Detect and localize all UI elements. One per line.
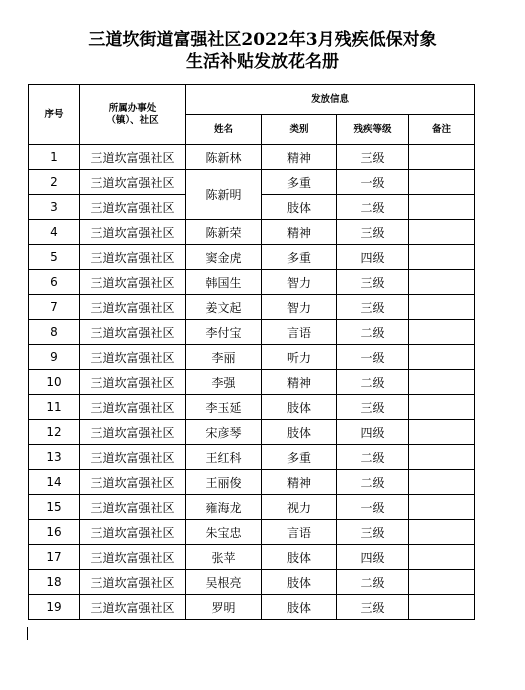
row-grade: 三级 [337, 520, 409, 545]
document-title-line1: 三道坎街道富强社区2022年3月残疾低保对象 [88, 30, 437, 50]
row-category: 多重 [262, 245, 337, 270]
row-grade: 三级 [337, 295, 409, 320]
row-grade: 三级 [337, 395, 409, 420]
row-category: 肢体 [262, 395, 337, 420]
row-index: 14 [29, 470, 80, 495]
row-name: 吴根亮 [186, 570, 262, 595]
row-grade: 二级 [337, 570, 409, 595]
table-row [29, 420, 475, 445]
table-row [29, 345, 475, 370]
row-office: 三道坎富强社区 [80, 545, 186, 570]
row-name: 陈新林 [186, 145, 262, 170]
row-name: 朱宝忠 [186, 520, 262, 545]
row-category: 精神 [262, 145, 337, 170]
row-category: 言语 [262, 520, 337, 545]
row-name: 宋彦琴 [186, 420, 262, 445]
row-index: 19 [29, 595, 80, 620]
row-index: 15 [29, 495, 80, 520]
header-office-line1: 所属办事处 [108, 102, 157, 114]
row-office: 三道坎富强社区 [80, 495, 186, 520]
row-grade: 一级 [337, 345, 409, 370]
row-index: 1 [29, 145, 80, 170]
table-row [29, 470, 475, 495]
header-office-line2: （镇）、社区 [106, 114, 159, 126]
row-note [409, 520, 475, 545]
row-office: 三道坎富强社区 [80, 470, 186, 495]
row-index: 7 [29, 295, 80, 320]
row-office: 三道坎富强社区 [80, 395, 186, 420]
row-note [409, 245, 475, 270]
row-grade: 二级 [337, 445, 409, 470]
table-row [29, 270, 475, 295]
row-note [409, 420, 475, 445]
row-index: 17 [29, 545, 80, 570]
header-note: 备注 [409, 115, 475, 145]
row-category: 肢体 [262, 195, 337, 220]
row-grade: 四级 [337, 245, 409, 270]
row-note [409, 570, 475, 595]
header-category: 类别 [262, 115, 337, 145]
table-row [29, 495, 475, 520]
row-office: 三道坎富强社区 [80, 570, 186, 595]
row-index: 11 [29, 395, 80, 420]
table-row [29, 170, 475, 195]
header-distribution-info: 发放信息 [186, 85, 475, 115]
row-category: 肢体 [262, 545, 337, 570]
table-row [29, 395, 475, 420]
table-row [29, 595, 475, 620]
row-name: 窦金虎 [186, 245, 262, 270]
row-note [409, 295, 475, 320]
table-row [29, 145, 475, 170]
row-office: 三道坎富强社区 [80, 595, 186, 620]
row-grade: 一级 [337, 495, 409, 520]
row-name: 李玉延 [186, 395, 262, 420]
row-grade: 三级 [337, 270, 409, 295]
row-name: 姜文起 [186, 295, 262, 320]
row-note [409, 220, 475, 245]
row-index: 2 [29, 170, 80, 195]
row-name: 王丽俊 [186, 470, 262, 495]
row-index: 18 [29, 570, 80, 595]
row-note [409, 370, 475, 395]
row-category: 肢体 [262, 570, 337, 595]
row-name: 罗明 [186, 595, 262, 620]
row-index: 6 [29, 270, 80, 295]
row-name: 韩国生 [186, 270, 262, 295]
row-office: 三道坎富强社区 [80, 345, 186, 370]
subsidy-roster-table [28, 84, 475, 620]
row-office: 三道坎富强社区 [80, 170, 186, 195]
table-row [29, 520, 475, 545]
row-name: 李丽 [186, 345, 262, 370]
table-row [29, 445, 475, 470]
row-name: 李强 [186, 370, 262, 395]
row-category: 智力 [262, 270, 337, 295]
header-name: 姓名 [186, 115, 262, 145]
row-note [409, 145, 475, 170]
row-category: 肢体 [262, 595, 337, 620]
table-row [29, 545, 475, 570]
row-note [409, 395, 475, 420]
table-row [29, 245, 475, 270]
row-note [409, 545, 475, 570]
row-grade: 一级 [337, 170, 409, 195]
row-index: 5 [29, 245, 80, 270]
row-index: 12 [29, 420, 80, 445]
row-grade: 三级 [337, 145, 409, 170]
row-category: 听力 [262, 345, 337, 370]
row-office: 三道坎富强社区 [80, 370, 186, 395]
row-index: 9 [29, 345, 80, 370]
header-grade: 残疾等级 [337, 115, 409, 145]
row-office: 三道坎富强社区 [80, 145, 186, 170]
row-category: 多重 [262, 445, 337, 470]
row-note [409, 595, 475, 620]
row-index: 10 [29, 370, 80, 395]
row-note [409, 470, 475, 495]
roster-body [29, 145, 475, 620]
row-office: 三道坎富强社区 [80, 520, 186, 545]
row-office: 三道坎富强社区 [80, 420, 186, 445]
row-name: 陈新明 [186, 170, 262, 220]
row-name: 王红科 [186, 445, 262, 470]
row-office: 三道坎富强社区 [80, 220, 186, 245]
header-row-top [29, 85, 475, 115]
row-grade: 二级 [337, 195, 409, 220]
row-office: 三道坎富强社区 [80, 245, 186, 270]
row-index: 8 [29, 320, 80, 345]
row-note [409, 445, 475, 470]
row-category: 精神 [262, 470, 337, 495]
header-index: 序号 [29, 85, 80, 145]
table-row [29, 320, 475, 345]
row-name: 李付宝 [186, 320, 262, 345]
row-category: 视力 [262, 495, 337, 520]
row-grade: 四级 [337, 420, 409, 445]
row-grade: 二级 [337, 320, 409, 345]
row-office: 三道坎富强社区 [80, 270, 186, 295]
row-note [409, 170, 475, 195]
table-row [29, 220, 475, 245]
row-category: 精神 [262, 220, 337, 245]
row-index: 13 [29, 445, 80, 470]
table-row [29, 370, 475, 395]
row-name: 雍海龙 [186, 495, 262, 520]
header-office [80, 85, 186, 145]
row-grade: 三级 [337, 595, 409, 620]
row-category: 精神 [262, 370, 337, 395]
row-grade: 四级 [337, 545, 409, 570]
row-name: 陈新荣 [186, 220, 262, 245]
row-grade: 二级 [337, 370, 409, 395]
row-category: 多重 [262, 170, 337, 195]
row-office: 三道坎富强社区 [80, 295, 186, 320]
row-note [409, 495, 475, 520]
row-office: 三道坎富强社区 [80, 320, 186, 345]
row-grade: 二级 [337, 470, 409, 495]
row-category: 肢体 [262, 420, 337, 445]
row-index: 16 [29, 520, 80, 545]
table-row [29, 295, 475, 320]
row-category: 言语 [262, 320, 337, 345]
document-title-line2: 生活补贴发放花名册 [186, 52, 339, 72]
row-note [409, 320, 475, 345]
row-office: 三道坎富强社区 [80, 195, 186, 220]
text-cursor [27, 627, 28, 640]
row-note [409, 195, 475, 220]
row-office: 三道坎富强社区 [80, 445, 186, 470]
row-note [409, 270, 475, 295]
row-grade: 三级 [337, 220, 409, 245]
row-index: 4 [29, 220, 80, 245]
row-name: 张苹 [186, 545, 262, 570]
row-category: 智力 [262, 295, 337, 320]
row-index: 3 [29, 195, 80, 220]
table-row [29, 570, 475, 595]
row-note [409, 345, 475, 370]
